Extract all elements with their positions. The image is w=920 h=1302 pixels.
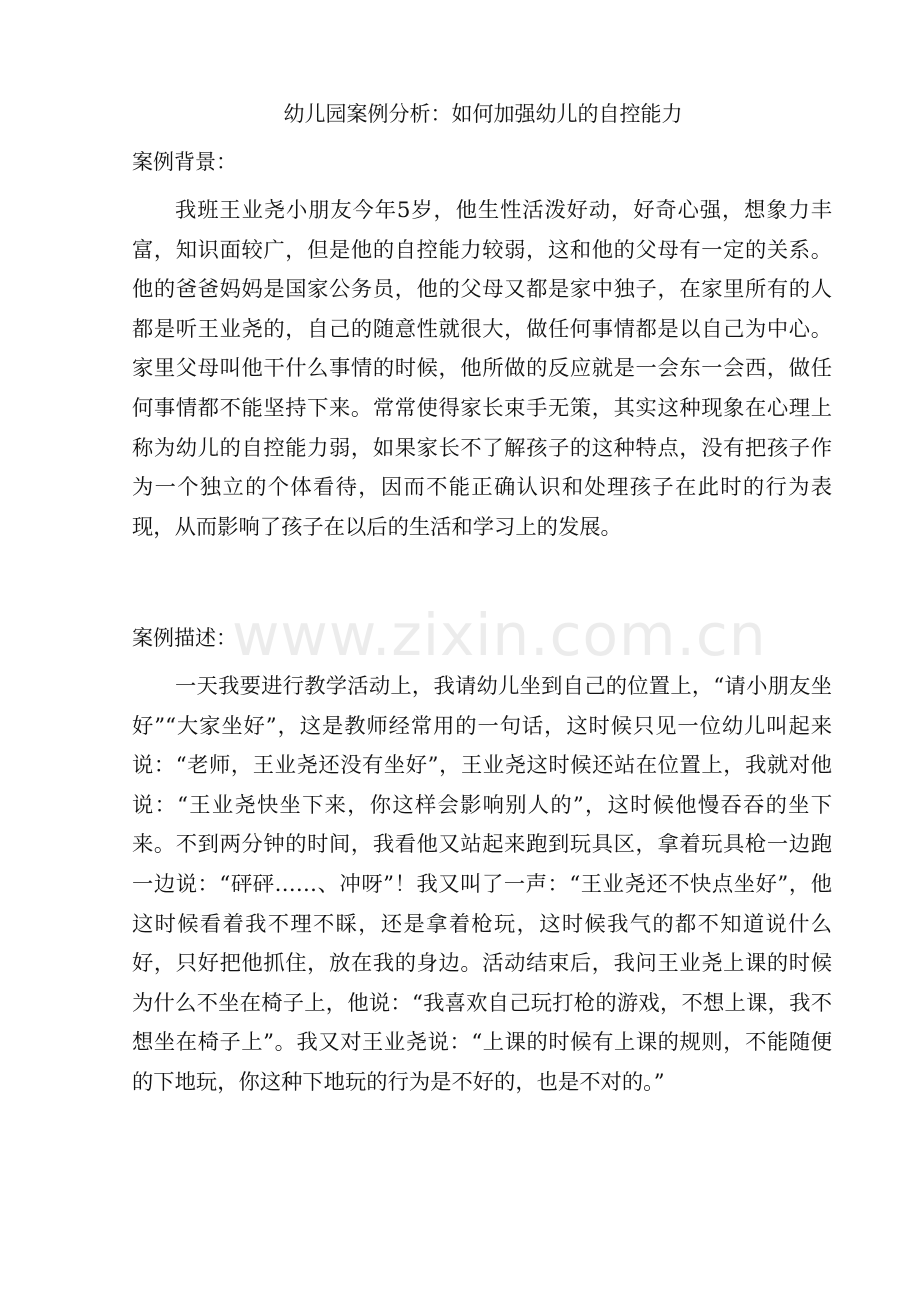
section-heading-background: 案例背景：	[132, 150, 237, 174]
document-title: 幼儿园案例分析：如何加强幼儿的自控能力	[283, 102, 683, 126]
watermark: www.zixin.com.cn	[232, 601, 767, 669]
section-paragraph-description: 一天我要进行教学活动上，我请幼儿坐到自己的位置上，“请小朋友坐好”“大家坐好”，这是教师经常用的一句话，这时候只见一位幼儿叫起来说：“老师，王业尧还没有坐好”，王业尧这时候还站在位置上，我就对他说：“王业尧快坐下来，你这样会影响别人的”，这时候他慢吞吞的坐下来。不到两分钟的时间，我看他又站起来跑到玩具区，拿着玩具枪一边跑一边说：“砰砰……、冲呀”！我又叫了一声：“王业尧还不快点坐好”，他这时候看着我不理不睬，还是拿着枪玩，这时候我气的都不知道说什么好，只好把他抓住，放在我的身边。活动结束后，我问王业尧上课的时候为什么不坐在椅子上，他说：“我喜欢自己玩打枪的游戏，不想上课，我不想坐在椅子上”。我又对王业尧说：“上课的时候有上课的规则，不能随便的下地玩，你这种下地玩的行为是不好的，也是不对的。”	[132, 674, 832, 1095]
section-paragraph-background: 我班王业尧小朋友今年5岁，他生性活泼好动，好奇心强，想象力丰富，知识面较广，但是他的自控能力较弱，这和他的父母有一定的关系。他的爸爸妈妈是国家公务员，他的父母又都是家中独子，在家里所有的人都是听王业尧的，自己的随意性就很大，做任何事情都是以自己为中心。家里父母叫他干什么事情的时候，他所做的反应就是一会东一会西，做任何事情都不能坚持下来。常常使得家长束手无策，其实这种现象在心理上称为幼儿的自控能力弱，如果家长不了解孩子的这种特点，没有把孩子作为一个独立的个体看待，因而不能正确认识和处理孩子在此时的行为表现，从而影响了孩子在以后的生活和学习上的发展。	[132, 198, 832, 540]
section-heading-description: 案例描述：	[132, 626, 237, 650]
